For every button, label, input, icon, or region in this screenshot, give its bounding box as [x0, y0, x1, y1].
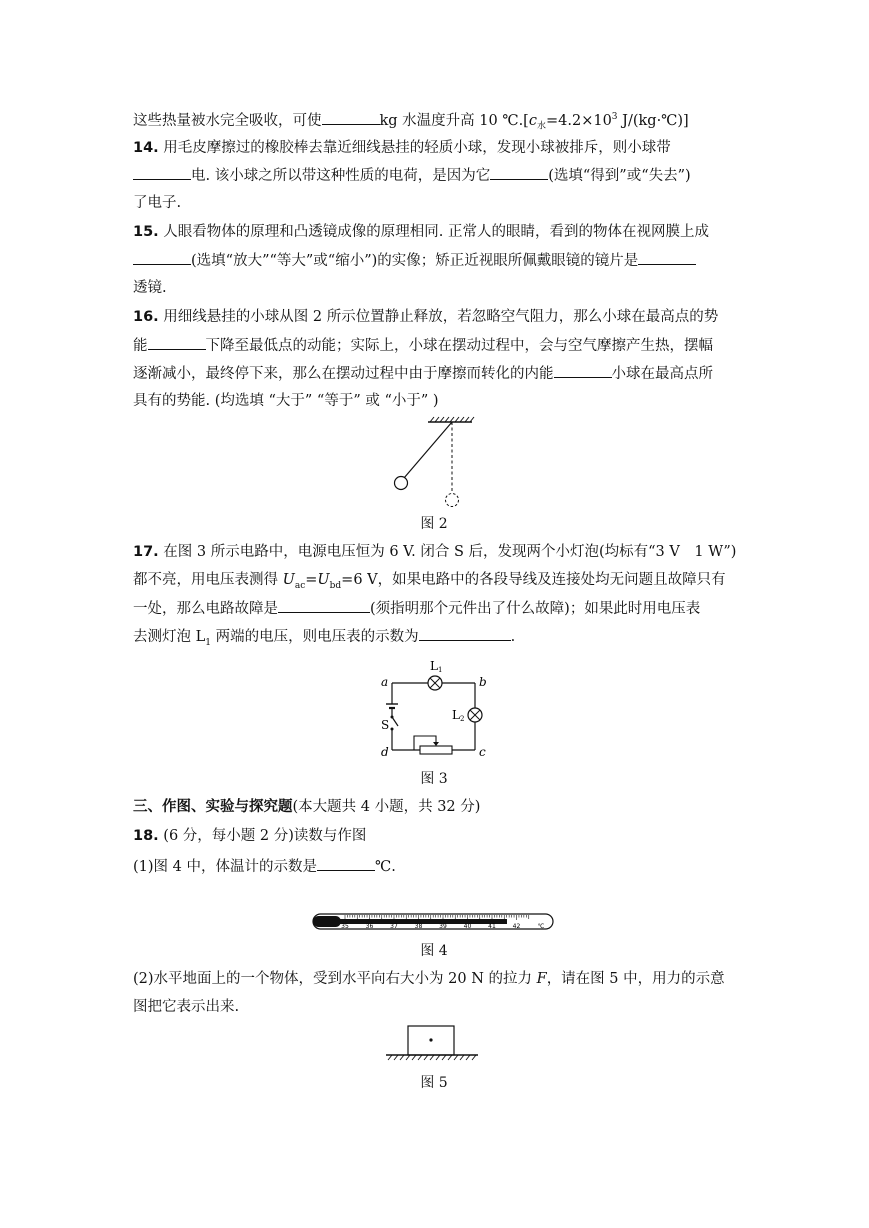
figure-caption: 图 3: [420, 771, 448, 787]
q14-line-2: [133, 165, 691, 186]
q14-text: 了电子.: [133, 195, 182, 211]
scale-label: 36: [365, 923, 374, 930]
answer-blank[interactable]: [148, 335, 206, 350]
center-dot: [429, 1038, 432, 1041]
q16-text: 下降至最低点的动能；实际上，小球在摆动过程中，会与空气摩擦产生热，摆幅: [205, 338, 713, 354]
pendulum-figure: [388, 416, 478, 508]
q17-text: 两端的电压，则电压表的示数为: [210, 629, 419, 645]
node-label-b: b: [479, 675, 487, 689]
pendulum-string: [404, 422, 452, 478]
q17-line-2: [133, 570, 726, 596]
q17-text: .: [510, 629, 516, 645]
q18-text: 图把它表示出来.: [133, 999, 240, 1015]
answer-blank[interactable]: [133, 165, 191, 180]
q18-2-line-2: [133, 997, 239, 1017]
q18-text: (1)图 4 中，体温计的示数是: [133, 859, 317, 875]
scale-label: 41: [488, 923, 496, 930]
q13-subscript: 水: [536, 121, 546, 132]
q16-line-1: [133, 307, 718, 327]
answer-blank[interactable]: [317, 856, 375, 871]
answer-blank[interactable]: [278, 598, 370, 613]
section-title: 三、作图、实验与探究题: [133, 799, 293, 815]
q17-text: =6 V，如果电路中的各段导线及连接处均无问题且故障只有: [341, 572, 726, 588]
question-number: 15.: [133, 224, 159, 240]
q16-text: 具有的势能. (均选填 “大于” “等于” 或 “小于” ): [133, 393, 439, 409]
q17-line-4: [133, 626, 515, 653]
q17-line-1: [133, 542, 736, 562]
circuit-diagram: [378, 656, 493, 762]
q18-line-1: [133, 826, 366, 846]
q13-text: kg 水温度升高 10 ℃.[: [379, 112, 529, 129]
q15-text: 透镜.: [133, 280, 167, 296]
label-l1: L: [430, 659, 438, 673]
q17-symbol: U: [282, 572, 295, 588]
q14-line-3: [133, 193, 181, 213]
q18-text: ℃.: [374, 859, 396, 875]
question-number: 17.: [133, 544, 159, 560]
q14-text: 电. 该小球之所以带这种性质的电荷，是因为它: [191, 168, 491, 184]
q17-text: 去测灯泡 L: [133, 629, 206, 645]
section-3-heading: [133, 797, 480, 817]
scale-label: ℃: [537, 923, 545, 930]
q17-text: 都不亮，用电压表测得: [133, 572, 283, 588]
q17-text: (须指明那个元件出了什么故障)；如果此时用电压表: [370, 601, 701, 617]
node-label-d: d: [381, 745, 389, 759]
label-l1-sub: 1: [438, 666, 443, 674]
q16-text: 小球在最高点所: [611, 366, 713, 382]
thermometer-figure: [311, 908, 557, 934]
figure-caption: 图 5: [420, 1075, 448, 1091]
section-note: (本大题共 4 小题，共 32 分): [292, 799, 481, 815]
q13-text: J/(kg·℃)]: [617, 112, 689, 129]
question-number: 16.: [133, 309, 159, 325]
thermometer-bulb: [313, 916, 341, 927]
answer-blank[interactable]: [638, 250, 696, 265]
node-label-c: c: [479, 745, 486, 759]
label-l2: L: [452, 708, 460, 722]
scale-label: 39: [439, 923, 447, 930]
q18-2-line-1: [133, 969, 725, 989]
scale-label: 38: [414, 923, 423, 930]
q18-symbol: F: [536, 971, 547, 987]
label-s: S: [381, 718, 390, 732]
q18-text: ，请在图 5 中，用力的示意: [546, 971, 725, 987]
q18-1-line: [133, 856, 396, 877]
q15-text: 人眼看物体的原理和凸透镜成像的原理相同. 正常人的眼睛，看到的物体在视网膜上成: [163, 224, 710, 240]
q17-text: 一处，那么电路故障是: [133, 601, 278, 617]
q14-line-1: [133, 138, 671, 158]
answer-blank[interactable]: [322, 110, 380, 125]
q14-text: (选填“得到”或“失去”): [548, 168, 691, 184]
q18-text: (2)水平地面上的一个物体，受到水平向右大小为 20 N 的拉力: [133, 971, 537, 987]
q13-superscript: 3: [611, 112, 618, 122]
block-figure: [384, 1024, 480, 1064]
q13-symbol: c: [528, 112, 537, 129]
ground-hatch: [388, 1055, 476, 1060]
q16-text: 用细线悬挂的小球从图 2 所示位置静止释放，若忽略空气阻力，那么小球在最高点的势: [163, 309, 719, 325]
q15-text: (选填“放大”“等大”或“缩小”)的实像；矫正近视眼所佩戴眼镜的镜片是: [191, 253, 639, 269]
q16-line-2: [133, 335, 713, 356]
mercury-column: [339, 919, 507, 924]
q17-text: 在图 3 所示电路中，电源电压恒为 6 V. 闭合 S 后，发现两个小灯泡(均标有“3 V 1 W”): [163, 544, 737, 560]
node-label-a: a: [381, 675, 389, 689]
scale-label: 35: [341, 923, 349, 930]
switch: [392, 717, 398, 726]
question-number: 18.: [133, 828, 159, 844]
q14-text: 用毛皮摩擦过的橡胶棒去靠近细线悬挂的轻质小球，发现小球被排斥，则小球带: [163, 140, 671, 156]
q15-line-1: [133, 222, 709, 242]
q17-subscript: bd: [329, 580, 342, 591]
q18-text: (6 分，每小题 2 分)读数与作图: [163, 828, 367, 844]
scale-label: 37: [390, 923, 398, 930]
q13-text: =4.2×10: [545, 112, 612, 129]
rheostat: [420, 746, 452, 754]
q17-symbol: U: [317, 572, 330, 588]
answer-blank[interactable]: [133, 250, 191, 265]
figure-caption: 图 2: [420, 516, 448, 532]
q15-line-2: [133, 250, 696, 271]
q13-text: 这些热量被水完全吸收，可使: [133, 112, 322, 129]
pendulum-ball: [395, 477, 408, 490]
figure-caption: 图 4: [420, 943, 448, 959]
scale-label: 42: [512, 923, 521, 930]
dashed-ball: [446, 494, 459, 507]
q16-line-4: [133, 391, 439, 411]
q15-line-3: [133, 278, 167, 298]
label-l2-sub: 2: [460, 715, 465, 723]
q16-line-3: [133, 363, 713, 384]
q17-text: =: [305, 572, 318, 588]
q17-subscript: 1: [205, 637, 211, 648]
q13-continuation: [133, 107, 689, 137]
scale-label: 40: [463, 923, 472, 930]
q17-line-3: [133, 598, 700, 619]
answer-blank[interactable]: [490, 165, 548, 180]
question-number: 14.: [133, 140, 159, 156]
q16-text: 能: [133, 338, 148, 354]
q16-text: 逐渐减小，最终停下来，那么在摆动过程中由于摩擦而转化的内能: [133, 366, 554, 382]
answer-blank[interactable]: [419, 626, 511, 641]
q17-subscript: ac: [294, 580, 306, 591]
answer-blank[interactable]: [554, 363, 612, 378]
